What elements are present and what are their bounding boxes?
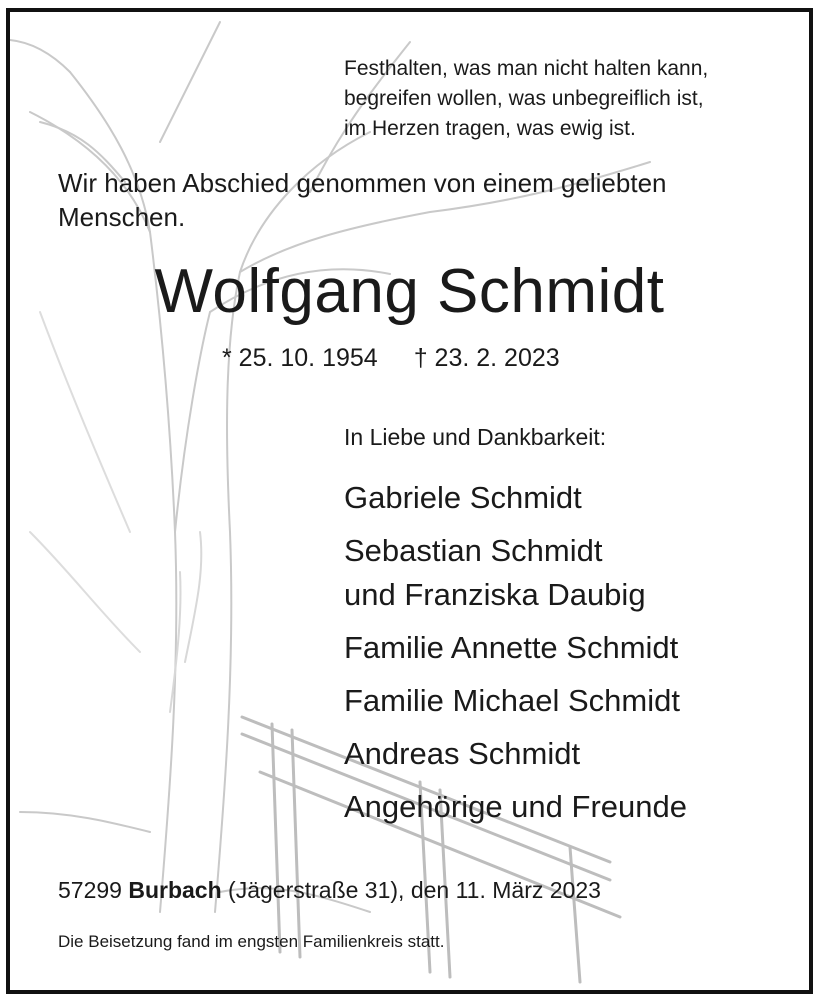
mourner-entry: Angehörige und Freunde: [344, 789, 687, 824]
mourner-entry: und Franziska Daubig: [344, 577, 646, 612]
quote-line: begreifen wollen, was unbegreiflich ist,: [344, 87, 704, 110]
mourner-entry: Sebastian Schmidt: [344, 533, 603, 568]
obituary-notice: [6, 8, 813, 994]
mourner-entry: Andreas Schmidt: [344, 736, 581, 771]
intro-line: Wir haben Abschied genommen von einem geliebten: [58, 168, 667, 198]
life-dates: [222, 342, 560, 374]
mourner-entry: Familie Annette Schmidt: [344, 630, 679, 665]
mourner-entry: Gabriele Schmidt: [344, 480, 582, 515]
quote-line: Festhalten, was man nicht halten kann,: [344, 57, 709, 80]
mourners-heading: In Liebe und Dankbarkeit:: [344, 424, 607, 450]
mourner-entry: Familie Michael Schmidt: [344, 683, 680, 718]
burial-note: Die Beisetzung fand im engsten Familienkreis statt.: [58, 932, 445, 951]
town: Burbach: [128, 877, 222, 903]
epigraph-quote: [344, 54, 708, 144]
farewell-intro: [58, 166, 667, 234]
intro-line: Menschen.: [58, 202, 186, 232]
address-and-date: (Jägerstraße 31), den 11. März 2023: [228, 877, 601, 903]
postcode: 57299: [58, 877, 122, 903]
mourners-list: [344, 476, 687, 829]
deceased-name: Wolfgang Schmidt: [154, 257, 665, 326]
address-date-line: [58, 874, 601, 906]
death-date: † 23. 2. 2023: [413, 344, 560, 372]
quote-line: im Herzen tragen, was ewig ist.: [344, 117, 636, 140]
birth-date: * 25. 10. 1954: [222, 344, 378, 372]
